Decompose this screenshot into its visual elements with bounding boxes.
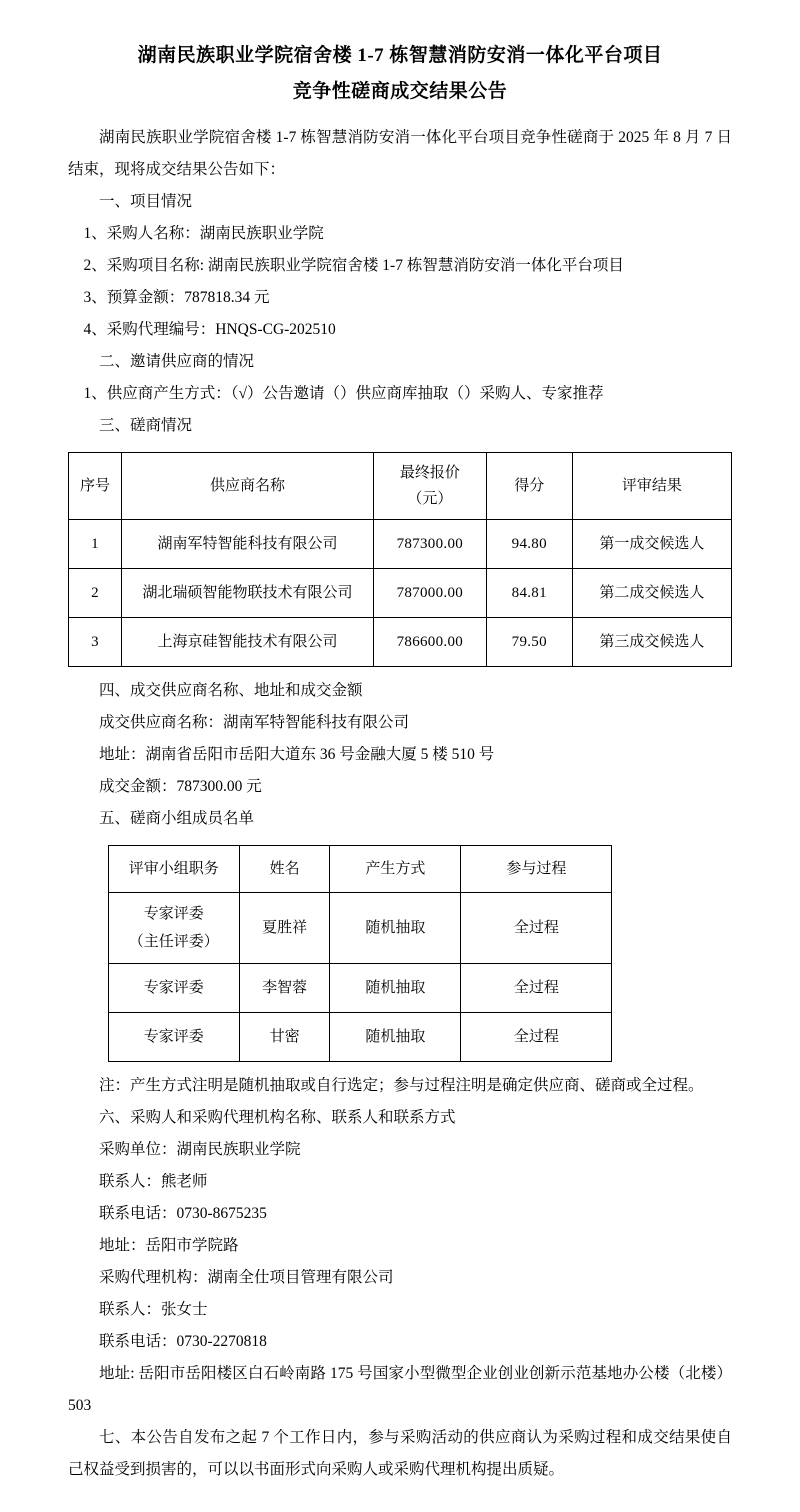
cell-panel-role: 专家评委 [108, 964, 239, 1013]
cell-result: 第二成交候选人 [572, 569, 731, 618]
winning-supplier-address: 地址：湖南省岳阳市岳阳大道东 36 号金融大厦 5 楼 510 号 [99, 746, 495, 763]
header-supplier-name: 供应商名称 [122, 453, 374, 520]
header-final-price [373, 453, 486, 520]
cell-price: 787300.00 [373, 520, 486, 569]
bidders-table [68, 452, 732, 667]
header-no: 序号 [69, 453, 122, 520]
agency-contact: 联系人：张女士 [99, 1301, 208, 1318]
cell-result: 第一成交候选人 [572, 520, 731, 569]
panel-note: 注：产生方式注明是随机抽取或自行选定；参与过程注明是确定供应商、磋商或全过程。 [99, 1077, 704, 1094]
section-7-text: 七、本公告自发布之起 7 个工作日内，参与采购活动的供应商认为采购过程和成交结果使自己权益受到损害的，可以以书面形式向采购人或采购代理机构提出质疑。 [68, 1429, 732, 1478]
header-review-result: 评审结果 [572, 453, 731, 520]
buyer-contact: 联系人：熊老师 [99, 1173, 208, 1190]
agency-phone: 联系电话：0730-2270818 [99, 1333, 267, 1350]
table-row [108, 1013, 612, 1062]
agency-code: 4、采购代理编号：HNQS-CG-202510 [83, 321, 336, 338]
cell-no: 3 [69, 618, 122, 667]
table-header-row [69, 453, 732, 520]
cell-supplier-name: 湖北瑞硕智能物联技术有限公司 [122, 569, 374, 618]
header-panel-role: 评审小组职务 [108, 846, 239, 893]
cell-result: 第三成交候选人 [572, 618, 731, 667]
buyer-address: 地址：岳阳市学院路 [99, 1237, 239, 1254]
cell-panel-role-line2: （主任评委） [128, 934, 219, 950]
supplier-source: 1、供应商产生方式：（√）公告邀请（）供应商库抽取（）采购人、专家推荐 [83, 385, 604, 402]
cell-panel-name: 夏胜祥 [239, 893, 330, 964]
buyer-unit: 采购单位：湖南民族职业学院 [99, 1141, 301, 1158]
winning-supplier-name: 成交供应商名称：湖南军特智能科技有限公司 [99, 714, 410, 731]
project-name: 2、采购项目名称: 湖南民族职业学院宿舍楼 1-7 栋智慧消防安消一体化平台项目 [83, 257, 624, 274]
table-row [69, 618, 732, 667]
cell-price: 787000.00 [373, 569, 486, 618]
cell-score: 79.50 [486, 618, 572, 667]
cell-panel-participation: 全过程 [461, 893, 612, 964]
cell-price: 786600.00 [373, 618, 486, 667]
section-1-heading: 一、项目情况 [99, 193, 193, 210]
cell-panel-name: 甘密 [239, 1013, 330, 1062]
agency-address: 地址: 岳阳市岳阳楼区白石岭南路 175 号国家小型微型企业创业创新示范基地办公楼（北楼）503 [68, 1365, 732, 1414]
header-final-price-line1: 最终报价 [399, 465, 460, 481]
table-row [69, 520, 732, 569]
cell-panel-name: 李智蓉 [239, 964, 330, 1013]
section-4-heading: 四、成交供应商名称、地址和成交金额 [99, 682, 363, 699]
cell-panel-role: 专家评委 [108, 1013, 239, 1062]
title-line-2: 竞争性磋商成交结果公告 [292, 81, 508, 102]
header-final-price-line2: （元） [407, 491, 453, 507]
budget-amount: 3、预算金额：787818.34 元 [83, 289, 270, 306]
table-row [108, 893, 612, 964]
section-2-heading: 二、邀请供应商的情况 [99, 353, 255, 370]
cell-no: 1 [69, 520, 122, 569]
cell-panel-participation: 全过程 [461, 1013, 612, 1062]
cell-panel-role-line1: 专家评委 [143, 906, 204, 922]
section-5-heading: 五、磋商小组成员名单 [99, 810, 255, 827]
review-panel-table [108, 845, 613, 1062]
cell-panel-way: 随机抽取 [330, 964, 461, 1013]
cell-panel-way: 随机抽取 [330, 1013, 461, 1062]
section-6-heading: 六、采购人和采购代理机构名称、联系人和联系方式 [99, 1109, 456, 1126]
table-header-row [108, 846, 612, 893]
table-row [69, 569, 732, 618]
cell-panel-participation: 全过程 [461, 964, 612, 1013]
table-row [108, 964, 612, 1013]
cell-score: 94.80 [486, 520, 572, 569]
cell-supplier-name: 上海京硅智能技术有限公司 [122, 618, 374, 667]
winning-amount: 成交金额：787300.00 元 [99, 778, 262, 795]
cell-panel-way: 随机抽取 [330, 893, 461, 964]
header-panel-name: 姓名 [239, 846, 330, 893]
agency-name: 采购代理机构：湖南全仕项目管理有限公司 [99, 1269, 394, 1286]
header-panel-participation: 参与过程 [461, 846, 612, 893]
section-3-heading: 三、磋商情况 [99, 417, 193, 434]
header-panel-way: 产生方式 [330, 846, 461, 893]
cell-no: 2 [69, 569, 122, 618]
cell-score: 84.81 [486, 569, 572, 618]
purchaser-name: 1、采购人名称：湖南民族职业学院 [83, 225, 324, 242]
lead-paragraph: 湖南民族职业学院宿舍楼 1-7 栋智慧消防安消一体化平台项目竞争性磋商于 2025 年 8 月 7 日结束，现将成交结果公告如下： [68, 129, 732, 178]
title-line-1: 湖南民族职业学院宿舍楼 1-7 栋智慧消防安消一体化平台项目 [137, 45, 663, 66]
buyer-phone: 联系电话：0730-8675235 [99, 1205, 267, 1222]
page-title [68, 38, 732, 110]
header-score: 得分 [486, 453, 572, 520]
cell-supplier-name: 湖南军特智能科技有限公司 [122, 520, 374, 569]
cell-panel-role [108, 893, 239, 964]
